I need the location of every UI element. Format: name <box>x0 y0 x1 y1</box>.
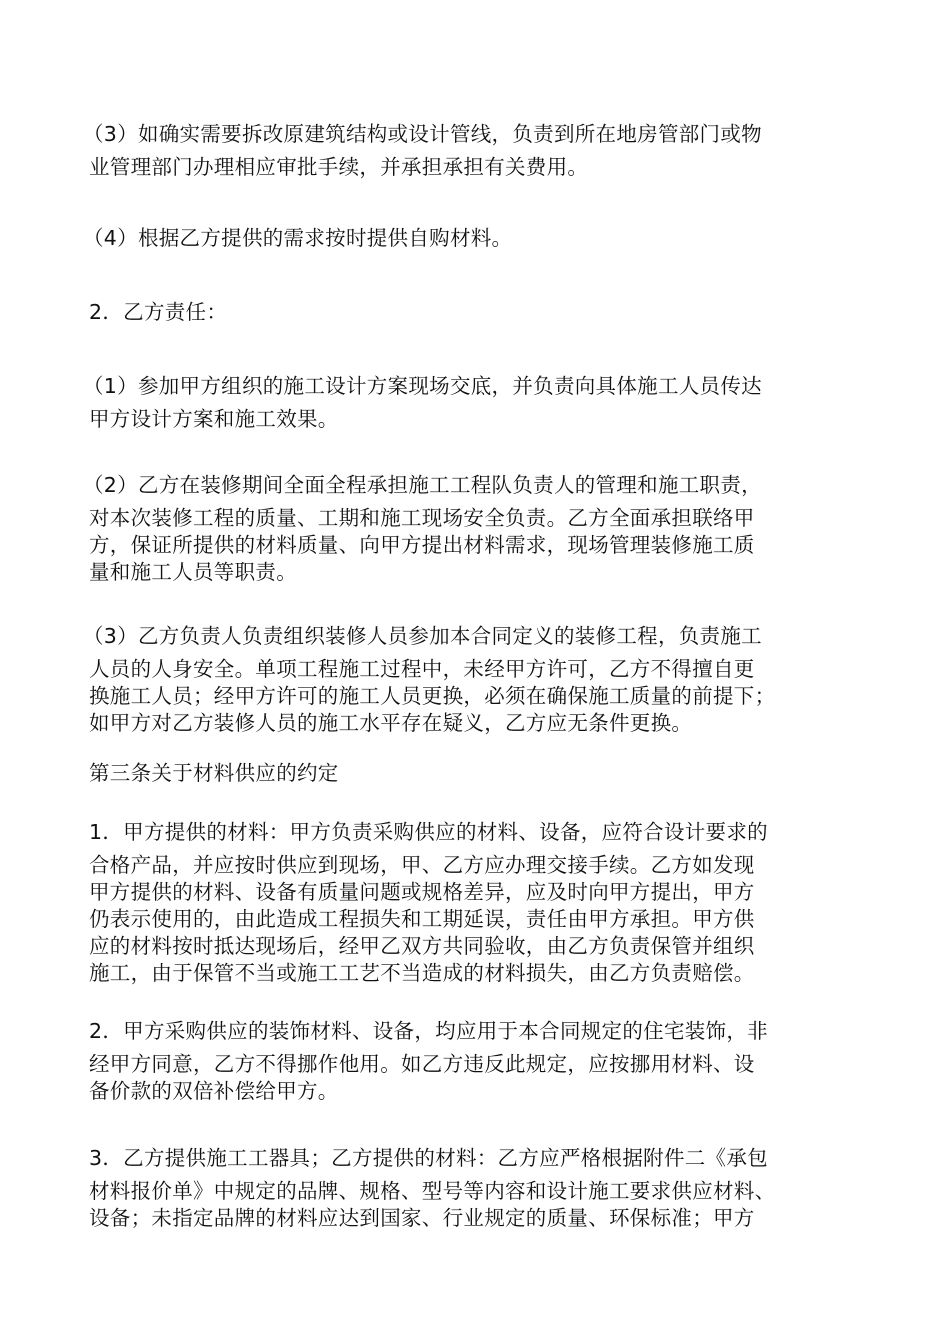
text-line: 2．乙方责任： <box>89 300 228 324</box>
text-line: 应的材料按时抵达现场后，经甲乙双方共同验收，由乙方负责保管并组织 <box>89 934 755 958</box>
paragraph-contractor-duty-3 <box>83 623 869 737</box>
text-line: 人员的人身安全。单项工程施工过程中，未经甲方许可，乙方不得擅自更 <box>89 657 755 681</box>
text-line: 3．乙方提供施工工器具；乙方提供的材料：乙方应严格根据附件二《承包 <box>89 1146 768 1170</box>
text-line: 如甲方对乙方装修人员的施工水平存在疑义，乙方应无条件更换。 <box>89 711 693 735</box>
text-line: 甲方提供的材料、设备有质量问题或规格差异，应及时向甲方提出，甲方 <box>89 880 755 904</box>
text-line: 材料报价单》中规定的品牌、规格、型号等内容和设计施工要求供应材料、 <box>89 1179 776 1203</box>
paragraph-contractor-duty-2 <box>83 472 869 586</box>
paragraph-material-clause-3 <box>89 1145 869 1232</box>
text-line: （4）根据乙方提供的需求按时提供自购材料。 <box>83 226 513 250</box>
text-line: 备价款的双倍补偿给甲方。 <box>89 1079 339 1103</box>
text-line: 换施工人员；经甲方许可的施工人员更换，必须在确保施工质量的前提下； <box>89 684 776 708</box>
paragraph-material-clause-1 <box>89 819 869 987</box>
text-line: 合格产品，并应按时供应到现场，甲、乙方应办理交接手续。乙方如发现 <box>89 853 755 877</box>
text-line: （3）乙方负责人负责组织装修人员参加本合同定义的装修工程，负责施工 <box>83 624 762 648</box>
paragraph-contractor-duty-1 <box>83 373 869 433</box>
text-line: 量和施工人员等职责。 <box>89 560 297 584</box>
text-line: 仍表示使用的，由此造成工程损失和工期延误，责任由甲方承担。甲方供 <box>89 907 755 931</box>
paragraph-owner-duty-4 <box>83 225 869 252</box>
text-line: 2．甲方采购供应的装饰材料、设备，均应用于本合同规定的住宅装饰，非 <box>89 1019 768 1043</box>
paragraph-owner-duty-3 <box>83 121 869 181</box>
text-line: 1．甲方提供的材料：甲方负责采购供应的材料、设备，应符合设计要求的 <box>89 820 768 844</box>
text-line: 经甲方同意，乙方不得挪作他用。如乙方违反此规定，应按挪用材料、设 <box>89 1052 755 1076</box>
text-line: 业管理部门办理相应审批手续，并承担承担有关费用。 <box>89 155 589 179</box>
text-line: （1）参加甲方组织的施工设计方案现场交底，并负责向具体施工人员传达 <box>83 374 762 398</box>
text-line: （2）乙方在装修期间全面全程承担施工工程队负责人的管理和施工职责， <box>83 473 762 497</box>
text-line: 对本次装修工程的质量、工期和施工现场安全负责。乙方全面承担联络甲 <box>89 506 755 530</box>
text-line: 甲方设计方案和施工效果。 <box>89 407 339 431</box>
text-line: 第三条关于材料供应的约定 <box>89 761 339 785</box>
text-line: 施工，由于保管不当或施工工艺不当造成的材料损失，由乙方负责赔偿。 <box>89 961 755 985</box>
paragraph-material-clause-2 <box>89 1018 869 1105</box>
heading-contractor-duties <box>89 299 869 326</box>
heading-article-three <box>89 760 869 787</box>
text-line: 设备；未指定品牌的材料应达到国家、行业规定的质量、环保标准；甲方 <box>89 1206 755 1230</box>
text-line: （3）如确实需要拆改原建筑结构或设计管线，负责到所在地房管部门或物 <box>83 122 762 146</box>
text-line: 方，保证所提供的材料质量、向甲方提出材料需求，现场管理装修施工质 <box>89 533 755 557</box>
